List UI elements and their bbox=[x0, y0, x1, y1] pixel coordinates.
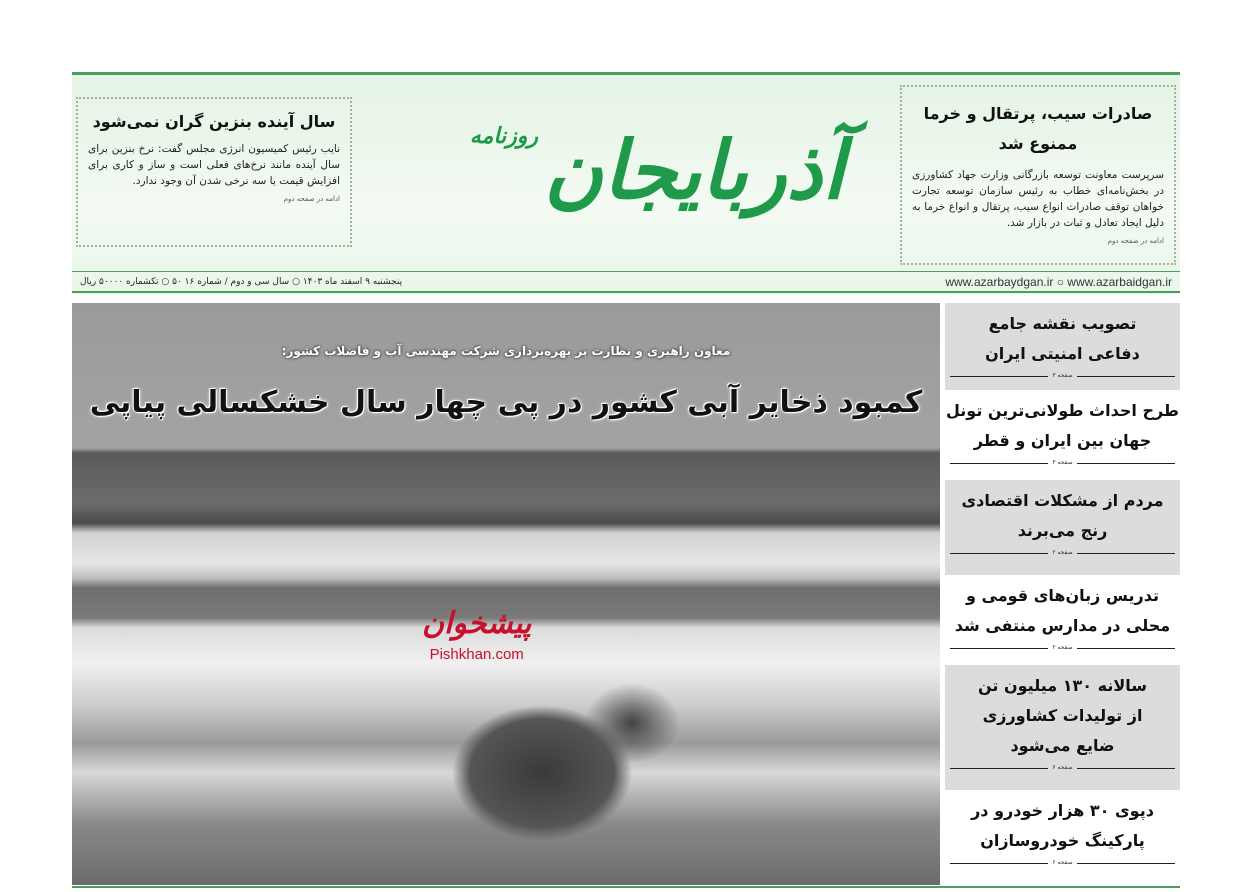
page-ref: صفحه ۳ bbox=[945, 369, 1180, 383]
page-ref: صفحه ۶ bbox=[945, 856, 1180, 870]
sidebar-item[interactable] bbox=[945, 665, 1180, 790]
dateline: پنجشنبه ۹ اسفند ماه ۱۴۰۳ ○ سال سی و دوم / شماره ۱۶ ۵۰ ○ تکشماره ۵۰۰۰۰ ریال bbox=[80, 276, 403, 287]
sidebar-item[interactable] bbox=[945, 575, 1180, 665]
sidebar-item[interactable] bbox=[945, 303, 1180, 390]
dateline-bar bbox=[72, 271, 1180, 293]
masthead bbox=[72, 72, 1180, 294]
sidebar-item[interactable] bbox=[945, 390, 1180, 480]
sidebar-title: تدریس زبان‌های قومی و محلی در مدارس منتفی شد bbox=[954, 586, 1171, 635]
page-ref: صفحه ۲ bbox=[945, 546, 1180, 560]
watermark-logo bbox=[422, 603, 531, 665]
website-links[interactable]: www.azarbaydgan.ir ○ www.azarbaidgan.ir bbox=[945, 274, 1172, 289]
page-ref: صفحه ۶ bbox=[945, 761, 1180, 775]
sidebar-title: تصویب نقشه جامع دفاعی امنیتی ایران bbox=[985, 314, 1140, 363]
teaser-box-left[interactable] bbox=[76, 97, 352, 247]
watermark-en: Pishkhan.com bbox=[429, 646, 524, 663]
sidebar-title: مردم از مشکلات اقتصادی رنج می‌برند bbox=[961, 491, 1164, 540]
teaser-title: سال آینده بنزین گران نمی‌شود bbox=[92, 112, 336, 131]
newspaper-logo bbox=[372, 75, 942, 265]
lead-kicker: معاون راهبری و نظارت بر بهره‌برداری شرکت مهندسی آب و فاضلاب کشور: bbox=[281, 344, 731, 358]
watermark-fa: پیشخوان bbox=[422, 606, 532, 641]
sidebar-item[interactable] bbox=[945, 480, 1180, 575]
logo-name: آذربایجان bbox=[544, 123, 845, 217]
sidebar-headlines bbox=[945, 303, 1180, 885]
sidebar-title: دپوی ۳۰ هزار خودرو در پارکینگ خودروسازان bbox=[971, 801, 1154, 850]
sidebar-item[interactable] bbox=[945, 790, 1180, 885]
teaser-body: سرپرست معاونت توسعه بازرگانی وزارت جهاد کشاورزی در بخش‌نامه‌ای خطاب به رئیس سازمان توسعه تجارت خواهان توقف صادرات انواع سیب، پرتقال و انواع خرما به دلیل ایجاد تعادل و ثبات در بازار شد. bbox=[912, 169, 1164, 229]
page-ref: صفحه ۳ bbox=[945, 456, 1180, 470]
sidebar-title: طرح احداث طولانی‌ترین تونل جهان بین ایران و قطر bbox=[946, 401, 1179, 450]
sidebar-title: سالانه ۱۳۰ میلیون تن از تولیدات کشاورزی ضایع می‌شود bbox=[978, 676, 1147, 755]
teaser-more: ادامه در صفحه دوم bbox=[1107, 237, 1164, 245]
lead-headline[interactable]: کمبود ذخایر آبی کشور در پی چهار سال خشکسالی پیاپی bbox=[89, 385, 923, 420]
logo-sub: روزنامه bbox=[469, 124, 539, 149]
teaser-more: ادامه در صفحه دوم bbox=[283, 195, 340, 203]
lead-story-photo[interactable] bbox=[72, 303, 940, 885]
teaser-title: صادرات سیب، پرتقال و خرما ممنوع شد bbox=[923, 104, 1153, 153]
teaser-body: نایب رئیس کمیسیون انرژی مجلس گفت: نرخ بنزین برای سال آینده مانند نرخ‌های فعلی است و ساز و کاری برای افزایش قیمت یا سه نرخی شدن آن وجود ندارد. bbox=[88, 143, 340, 187]
page-ref: صفحه ۲ bbox=[945, 641, 1180, 655]
bottom-rule bbox=[72, 886, 1180, 888]
